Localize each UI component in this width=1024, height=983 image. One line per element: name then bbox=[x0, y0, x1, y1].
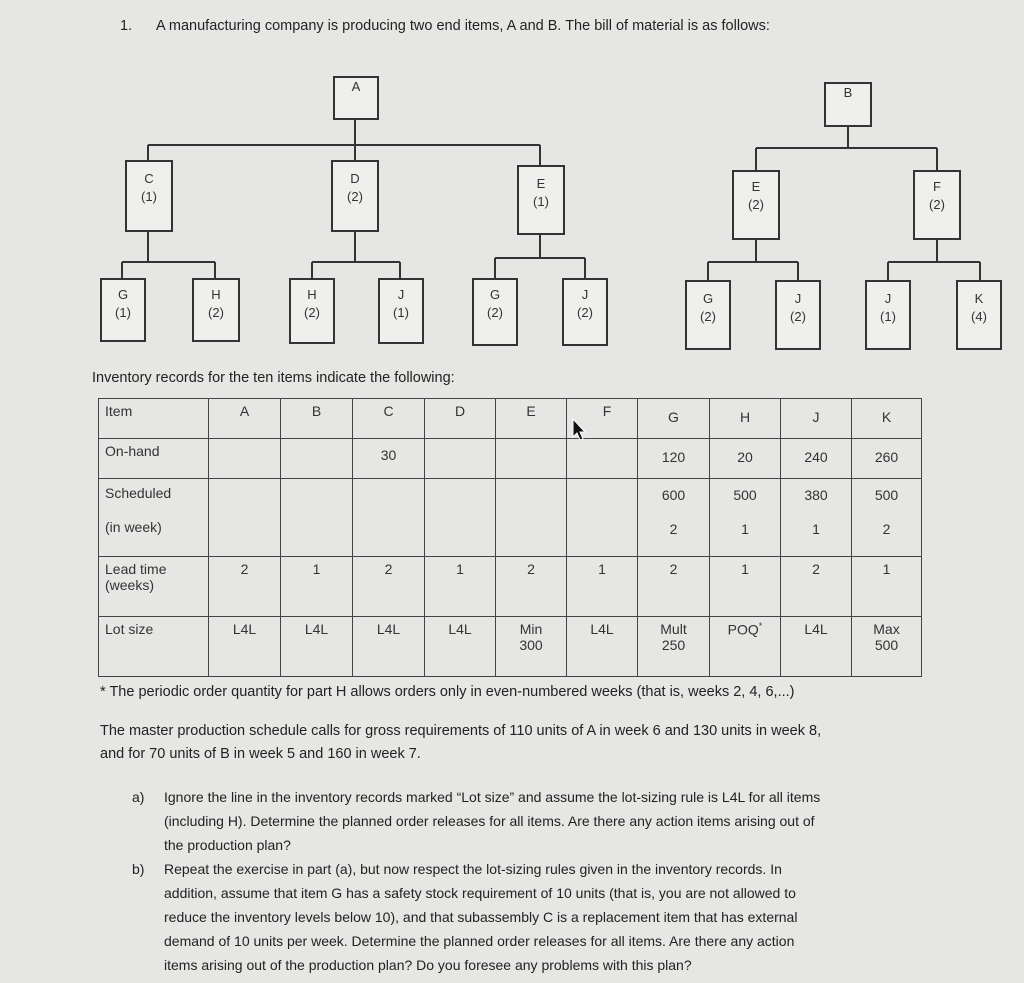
lead-time-label: Lead time bbox=[105, 561, 167, 577]
lot-size-e-qty: 300 bbox=[519, 637, 543, 653]
part-a-label: a) bbox=[132, 789, 145, 805]
node-qty: (2) bbox=[700, 309, 716, 324]
bom-node-k bbox=[956, 280, 1002, 350]
item-col-a: A bbox=[239, 403, 250, 419]
node-qty: (1) bbox=[393, 305, 409, 320]
mps-line-2: and for 70 units of B in week 5 and 160 in week 7. bbox=[100, 746, 421, 762]
node-label: F bbox=[933, 179, 941, 194]
bom-node-j bbox=[378, 278, 424, 344]
lead-time-e: 2 bbox=[527, 561, 535, 577]
lead-time-j: 2 bbox=[812, 561, 820, 577]
part-a-line: (including H). Determine the planned order releases for all items. Are there any action items arising out of bbox=[164, 813, 815, 829]
in-week-label: (in week) bbox=[105, 519, 162, 535]
node-qty: (4) bbox=[971, 309, 987, 324]
node-label: A bbox=[351, 79, 361, 94]
part-b-text bbox=[164, 857, 797, 977]
question-number: 1. bbox=[120, 18, 133, 34]
inventory-table bbox=[98, 398, 922, 677]
footnote-text: The periodic order quantity for part H allows orders only in even-numbered weeks (that is, weeks 2, 4, 6,...) bbox=[109, 684, 795, 700]
node-label: J bbox=[794, 291, 802, 306]
item-col-k: K bbox=[881, 409, 892, 425]
footnote-marker: * bbox=[758, 621, 763, 631]
on-hand-g: 120 bbox=[661, 449, 686, 465]
item-col-f: F bbox=[602, 403, 612, 419]
node-label: G bbox=[702, 291, 714, 306]
lot-size-label: Lot size bbox=[105, 621, 154, 637]
item-col-e: E bbox=[526, 403, 536, 419]
lot-size-g-qty: 250 bbox=[661, 637, 686, 653]
lot-size-g: Mult bbox=[660, 621, 687, 637]
bom-node-c bbox=[125, 160, 173, 232]
node-label: J bbox=[581, 287, 589, 302]
lot-size-f: L4L bbox=[590, 621, 614, 637]
lot-size-k-qty: 500 bbox=[874, 637, 899, 653]
node-qty: (2) bbox=[790, 309, 806, 324]
bom-node-h bbox=[192, 278, 240, 342]
on-hand-label: On-hand bbox=[105, 443, 160, 459]
node-qty: (1) bbox=[880, 309, 896, 324]
bom-node-a bbox=[333, 76, 379, 120]
node-label: J bbox=[397, 287, 405, 302]
node-qty: (1) bbox=[533, 194, 549, 209]
part-b-line: demand of 10 units per week. Determine the planned order releases for all items. Are there any action bbox=[164, 933, 795, 949]
node-qty: (2) bbox=[304, 305, 320, 320]
node-qty: (2) bbox=[748, 197, 764, 212]
scheduled-g: 600 bbox=[661, 487, 686, 503]
bom-node-j bbox=[775, 280, 821, 350]
bom-node-g bbox=[472, 278, 518, 346]
scheduled-week-k: 2 bbox=[882, 521, 891, 537]
node-qty: (2) bbox=[487, 305, 503, 320]
table-row-lot-size bbox=[99, 617, 922, 677]
lot-size-c: L4L bbox=[376, 621, 401, 637]
item-col-d: D bbox=[454, 403, 466, 419]
node-qty: (2) bbox=[347, 189, 363, 204]
item-header: Item bbox=[105, 403, 133, 419]
scheduled-k: 500 bbox=[874, 487, 899, 503]
lead-time-h: 1 bbox=[741, 561, 749, 577]
bom-node-e bbox=[732, 170, 780, 240]
lead-time-d: 1 bbox=[456, 561, 464, 577]
mps-line-1: The master production schedule calls for gross requirements of 110 units of A in week 6 and 130 units in week 8, bbox=[100, 723, 822, 739]
part-a-line: Ignore the line in the inventory records marked “Lot size” and assume the lot-sizing rule is L4L for all items bbox=[164, 789, 821, 805]
part-b-line: reduce the inventory levels below 10), and that subassembly C is a replacement item that has external bbox=[164, 909, 798, 925]
bom-node-d bbox=[331, 160, 379, 232]
bom-node-f bbox=[913, 170, 961, 240]
scheduled-week-j: 1 bbox=[812, 521, 820, 537]
lead-time-k: 1 bbox=[882, 561, 891, 577]
on-hand-j: 240 bbox=[804, 449, 828, 465]
bom-node-b bbox=[824, 82, 872, 127]
lead-time-g: 2 bbox=[669, 561, 678, 577]
part-a-text bbox=[164, 785, 820, 857]
node-label: D bbox=[350, 171, 360, 186]
node-label: G bbox=[117, 287, 129, 302]
on-hand-h: 20 bbox=[737, 449, 753, 465]
bom-node-e bbox=[517, 165, 565, 235]
scheduled-week-g: 2 bbox=[669, 521, 678, 537]
lead-time-a: 2 bbox=[240, 561, 249, 577]
lead-time-f: 1 bbox=[598, 561, 606, 577]
node-label: J bbox=[884, 291, 892, 306]
item-col-j: J bbox=[812, 409, 820, 425]
question-intro: A manufacturing company is producing two end items, A and B. The bill of material is as follows: bbox=[156, 18, 770, 34]
on-hand-b bbox=[281, 439, 352, 447]
part-a-line: the production plan? bbox=[164, 837, 291, 853]
node-qty: (2) bbox=[577, 305, 593, 320]
node-label: K bbox=[974, 291, 984, 306]
lot-size-k: Max bbox=[873, 621, 900, 637]
lead-time-c: 2 bbox=[384, 561, 393, 577]
node-label: E bbox=[536, 176, 546, 191]
table-row-on-hand bbox=[99, 439, 922, 479]
lot-size-b: L4L bbox=[304, 621, 329, 637]
on-hand-a bbox=[209, 439, 280, 447]
table-row-lead-time bbox=[99, 557, 922, 617]
footnote-marker: * bbox=[100, 684, 106, 700]
scheduled-week-h: 1 bbox=[741, 521, 749, 537]
item-col-c: C bbox=[383, 403, 394, 419]
part-b-line: items arising out of the production plan? Do you foresee any problems with this plan? bbox=[164, 957, 692, 973]
part-b-label: b) bbox=[132, 861, 145, 877]
scheduled-j: 380 bbox=[804, 487, 828, 503]
node-label: H bbox=[211, 287, 221, 302]
table-row-items bbox=[99, 399, 922, 439]
lot-size-j: L4L bbox=[804, 621, 828, 637]
node-qty: (1) bbox=[115, 305, 131, 320]
lead-time-unit-label: (weeks) bbox=[105, 577, 155, 593]
scheduled-h: 500 bbox=[733, 487, 757, 503]
on-hand-k: 260 bbox=[874, 449, 899, 465]
node-label: B bbox=[843, 85, 853, 100]
item-col-b: B bbox=[311, 403, 322, 419]
inventory-intro: Inventory records for the ten items indicate the following: bbox=[92, 370, 455, 386]
lot-size-h: POQ bbox=[727, 621, 759, 638]
bom-node-g bbox=[100, 278, 146, 342]
mouse-cursor-icon bbox=[571, 417, 587, 441]
bom-node-j bbox=[865, 280, 911, 350]
table-row-scheduled bbox=[99, 479, 922, 557]
item-col-h: H bbox=[739, 409, 751, 425]
node-qty: (2) bbox=[208, 305, 224, 320]
node-label: G bbox=[489, 287, 501, 302]
item-col-g: G bbox=[668, 409, 679, 425]
lot-size-e: Min bbox=[519, 621, 543, 637]
bom-node-j bbox=[562, 278, 608, 346]
scheduled-label: Scheduled bbox=[105, 485, 172, 501]
part-b-line: Repeat the exercise in part (a), but now respect the lot-sizing rules given in the inventory records. In bbox=[164, 861, 782, 877]
node-label: E bbox=[751, 179, 761, 194]
lot-size-d: L4L bbox=[448, 621, 472, 637]
on-hand-e bbox=[496, 439, 566, 447]
on-hand-c: 30 bbox=[380, 447, 397, 463]
on-hand-d bbox=[425, 439, 495, 447]
node-label: H bbox=[307, 287, 317, 302]
footnote bbox=[100, 682, 794, 702]
part-b-line: addition, assume that item G has a safety stock requirement of 10 units (that is, you are not allowed to bbox=[164, 885, 796, 901]
lead-time-b: 1 bbox=[312, 561, 321, 577]
bom-node-g bbox=[685, 280, 731, 350]
lot-size-a: L4L bbox=[232, 621, 257, 637]
bom-node-h bbox=[289, 278, 335, 344]
node-label: C bbox=[144, 171, 154, 186]
node-qty: (1) bbox=[141, 189, 157, 204]
node-qty: (2) bbox=[929, 197, 945, 212]
